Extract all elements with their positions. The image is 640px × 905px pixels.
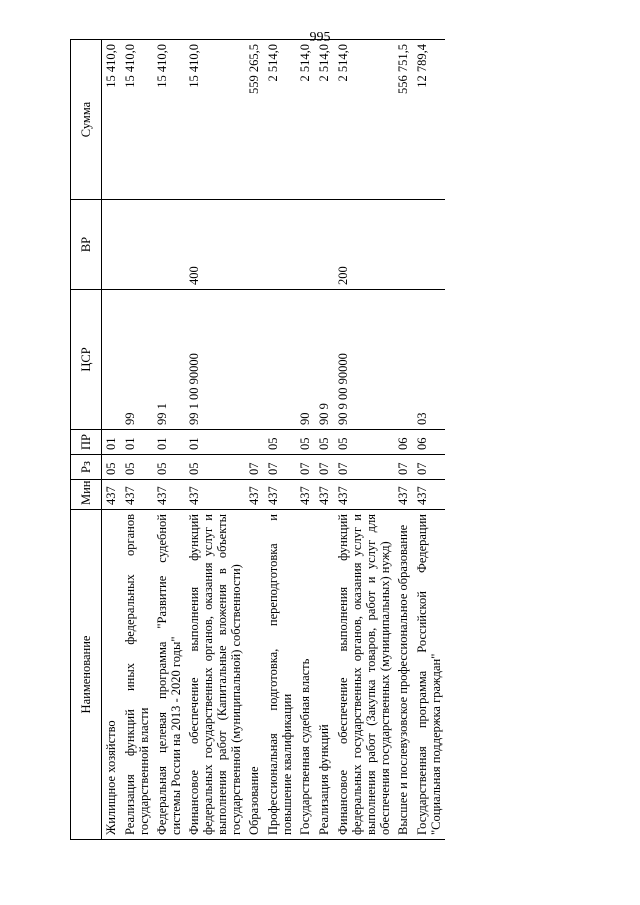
cell-vr (394, 200, 413, 290)
table-body (102, 40, 446, 840)
cell-pr (245, 430, 264, 455)
table-header-row (71, 40, 102, 840)
cell-rz: 05 (121, 455, 153, 480)
cell-pr: 05 (296, 430, 315, 455)
cell-vr (413, 200, 445, 290)
cell-min: 437 (185, 480, 245, 510)
cell-name: Государственная судебная власть (296, 510, 315, 840)
table-row (334, 40, 394, 840)
cell-pr: 01 (185, 430, 245, 455)
cell-min: 437 (102, 480, 122, 510)
budget-table (70, 39, 445, 840)
cell-sum: 556 751,5 (394, 40, 413, 200)
cell-vr: 200 (334, 200, 394, 290)
cell-pr: 01 (102, 430, 122, 455)
cell-name: Профессиональная подготовка, переподготовка и повышение квалификации (264, 510, 296, 840)
cell-min: 437 (315, 480, 334, 510)
cell-min: 437 (245, 480, 264, 510)
cell-rz: 07 (413, 455, 445, 480)
cell-min: 437 (394, 480, 413, 510)
cell-vr (102, 200, 122, 290)
cell-name: Высшее и послевузовское профессиональное образование (394, 510, 413, 840)
cell-csr: 99 (121, 290, 153, 430)
header-rz: Рз (71, 455, 102, 480)
cell-csr: 90 9 (315, 290, 334, 430)
cell-sum: 2 514,0 (264, 40, 296, 200)
cell-pr: 01 (121, 430, 153, 455)
cell-name: Финансовое обеспечение выполнения функций федеральных государственных органов, оказания услуг и выполнения работ (Капитальные вложения в объекты государственной (муниципальной) собственности) (185, 510, 245, 840)
table-row (413, 40, 445, 840)
cell-rz: 07 (245, 455, 264, 480)
cell-csr (264, 290, 296, 430)
cell-name: Образование (245, 510, 264, 840)
cell-pr: 05 (334, 430, 394, 455)
table-row (296, 40, 315, 840)
cell-name: Реализация функций иных федеральных органов государственной власти (121, 510, 153, 840)
table-row (102, 40, 122, 840)
cell-sum: 12 789,4 (413, 40, 445, 200)
cell-pr: 05 (264, 430, 296, 455)
cell-vr (264, 200, 296, 290)
cell-csr: 90 9 00 90000 (334, 290, 394, 430)
cell-name: Федеральная целевая программа "Развитие судебной системы России на 2013 - 2020 годы" (153, 510, 185, 840)
table-row (394, 40, 413, 840)
cell-rz: 05 (153, 455, 185, 480)
cell-vr: 400 (185, 200, 245, 290)
header-csr: ЦСР (71, 290, 102, 430)
cell-min: 437 (296, 480, 315, 510)
cell-name: Государственная программа Российской Федерации "Социальная поддержка граждан" (413, 510, 445, 840)
cell-name: Жилищное хозяйство (102, 510, 122, 840)
header-pr: ПР (71, 430, 102, 455)
cell-sum: 15 410,0 (185, 40, 245, 200)
table-row (153, 40, 185, 840)
cell-csr (245, 290, 264, 430)
header-vr: ВР (71, 200, 102, 290)
table-row (264, 40, 296, 840)
cell-vr (153, 200, 185, 290)
cell-sum: 15 410,0 (153, 40, 185, 200)
table-row (121, 40, 153, 840)
budget-table-rotated (70, 40, 565, 840)
cell-rz: 05 (102, 455, 122, 480)
header-name: Наименование (71, 510, 102, 840)
header-min: Мин (71, 480, 102, 510)
cell-sum: 2 514,0 (296, 40, 315, 200)
cell-vr (315, 200, 334, 290)
cell-sum: 2 514,0 (334, 40, 394, 200)
cell-pr: 05 (315, 430, 334, 455)
table-row (185, 40, 245, 840)
cell-csr: 03 (413, 290, 445, 430)
cell-vr (121, 200, 153, 290)
cell-pr: 06 (413, 430, 445, 455)
cell-csr: 90 (296, 290, 315, 430)
header-sum: Сумма (71, 40, 102, 200)
table-row (245, 40, 264, 840)
cell-pr: 01 (153, 430, 185, 455)
cell-sum: 559 265,5 (245, 40, 264, 200)
cell-sum: 2 514,0 (315, 40, 334, 200)
cell-min: 437 (264, 480, 296, 510)
table-row (315, 40, 334, 840)
cell-csr: 99 1 (153, 290, 185, 430)
cell-csr (102, 290, 122, 430)
cell-min: 437 (413, 480, 445, 510)
cell-vr (245, 200, 264, 290)
cell-rz: 05 (185, 455, 245, 480)
cell-name: Реализация функций (315, 510, 334, 840)
cell-rz: 07 (296, 455, 315, 480)
cell-pr: 06 (394, 430, 413, 455)
page-number: 995 (309, 30, 331, 45)
cell-vr (296, 200, 315, 290)
cell-min: 437 (153, 480, 185, 510)
cell-sum: 15 410,0 (121, 40, 153, 200)
cell-sum: 15 410,0 (102, 40, 122, 200)
cell-csr (394, 290, 413, 430)
cell-min: 437 (334, 480, 394, 510)
cell-rz: 07 (315, 455, 334, 480)
cell-rz: 07 (264, 455, 296, 480)
cell-rz: 07 (334, 455, 394, 480)
cell-rz: 07 (394, 455, 413, 480)
cell-csr: 99 1 00 90000 (185, 290, 245, 430)
cell-name: Финансовое обеспечение выполнения функций федеральных государственных органов, оказания услуг и выполнения работ (Закупка товаров, работ и услуг для обеспечения государственных (муниципальных) нужд) (334, 510, 394, 840)
cell-min: 437 (121, 480, 153, 510)
